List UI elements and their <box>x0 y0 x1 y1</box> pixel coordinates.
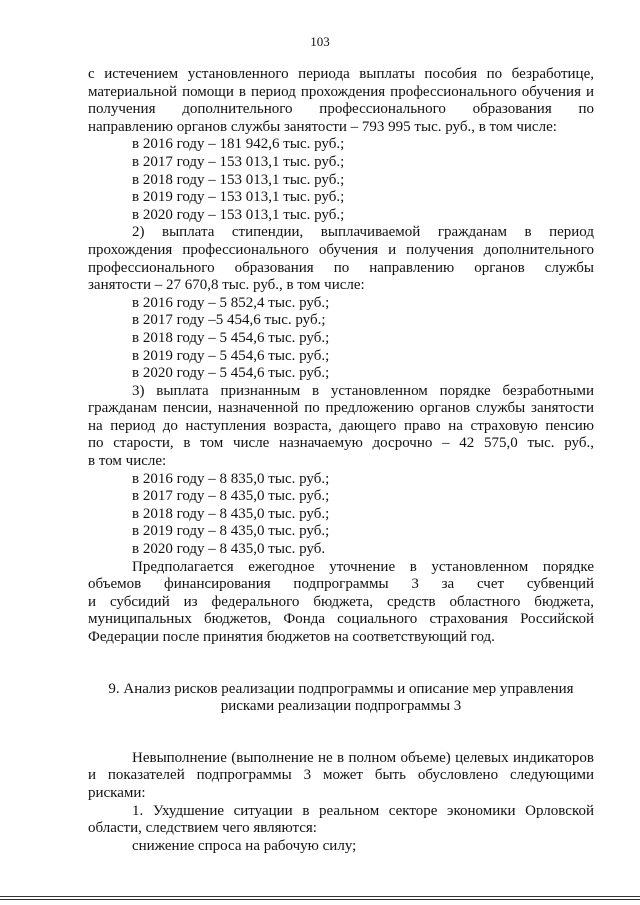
list-item: в 2020 году – 153 013,1 тыс. руб.; <box>132 206 345 223</box>
text-line: материальной помощи в период прохождения профессионального обучения и <box>88 83 594 100</box>
list-item: в 2020 году – 8 435,0 тыс. руб. <box>132 541 326 558</box>
list-item: в 2018 году – 8 435,0 тыс. руб.; <box>132 505 330 522</box>
list-item: в 2016 году – 8 835,0 тыс. руб.; <box>132 470 330 487</box>
page-bottom-rule <box>0 899 640 900</box>
text-line: 3) выплата признанным в установленном порядке безработными <box>132 382 594 399</box>
text-line: муниципальных бюджетов, Фонда социального страхования Российской <box>88 611 594 628</box>
section-heading-line: 9. Анализ рисков реализации подпрограммы и описание мер управления <box>108 680 574 697</box>
text-line: 2) выплата стипендии, выплачиваемой гражданам в период <box>132 224 594 241</box>
page-bottom-rule <box>0 896 640 897</box>
list-item: в 2016 году – 181 942,6 тыс. руб.; <box>132 136 345 153</box>
list-item: в 2018 году – 5 454,6 тыс. руб.; <box>132 329 330 346</box>
text-line: Федерации после принятия бюджетов на соответствующий год. <box>88 629 495 645</box>
section-heading <box>88 681 594 716</box>
list-item: в 2017 году – 153 013,1 тыс. руб.; <box>132 153 345 170</box>
text-line: на период до наступления возраста, дающего право на страховую пенсию <box>88 417 594 434</box>
text-line: рисками: <box>88 784 146 801</box>
list-item: в 2017 году –5 454,6 тыс. руб.; <box>132 312 326 329</box>
document-body <box>88 66 594 855</box>
text-line: прохождения профессионального обучения и получения дополнительного <box>88 241 594 258</box>
section-heading-line: рисками реализации подпрограммы 3 <box>220 698 462 715</box>
text-line: профессионального образования по направлению органов службы <box>88 259 594 276</box>
text-line: в том числе: <box>88 453 167 470</box>
text-line: по старости, в том числе назначаемую досрочно – 42 575,0 тыс. руб., <box>88 435 594 452</box>
text-line: занятости – 27 670,8 тыс. руб., в том числе: <box>88 277 365 294</box>
text-line: Предполагается ежегодное уточнение в установленном порядке <box>132 558 594 575</box>
text-line: направлению органов службы занятости – 793 995 тыс. руб., в том числе: <box>88 118 557 135</box>
list-item: в 2019 году – 5 454,6 тыс. руб.; <box>132 347 330 364</box>
page-number: 103 <box>310 34 330 49</box>
list-item: в 2019 году – 8 435,0 тыс. руб.; <box>132 523 330 540</box>
list-item: в 2019 году – 153 013,1 тыс. руб.; <box>132 189 345 206</box>
text-line: и показателей подпрограммы 3 может быть обусловлено следующими <box>88 767 594 784</box>
list-item: в 2017 году – 8 435,0 тыс. руб.; <box>132 488 330 505</box>
list-item: в 2018 году – 153 013,1 тыс. руб.; <box>132 171 345 188</box>
text-line: области, следствием чего являются: <box>88 820 317 837</box>
text-line: получения дополнительного профессионального образования по <box>88 101 594 118</box>
text-line: Невыполнение (выполнение не в полном объеме) целевых индикаторов <box>132 749 594 766</box>
list-item: в 2020 году – 5 454,6 тыс. руб.; <box>132 365 330 382</box>
text-line: гражданам пенсии, назначенной по предложению органов службы занятости <box>88 400 594 417</box>
text-line: с истечением установленного периода выплаты пособия по безработице, <box>88 66 594 82</box>
list-item: в 2016 году – 5 852,4 тыс. руб.; <box>132 294 330 311</box>
text-line: и субсидий из федерального бюджета, средств областного бюджета, <box>88 593 594 610</box>
text-line: 1. Ухудшение ситуации в реальном секторе экономики Орловской <box>132 802 594 819</box>
text-line: объемов финансирования подпрограммы 3 за счет субвенций <box>88 576 594 593</box>
list-item: снижение спроса на рабочую силу; <box>132 837 357 854</box>
